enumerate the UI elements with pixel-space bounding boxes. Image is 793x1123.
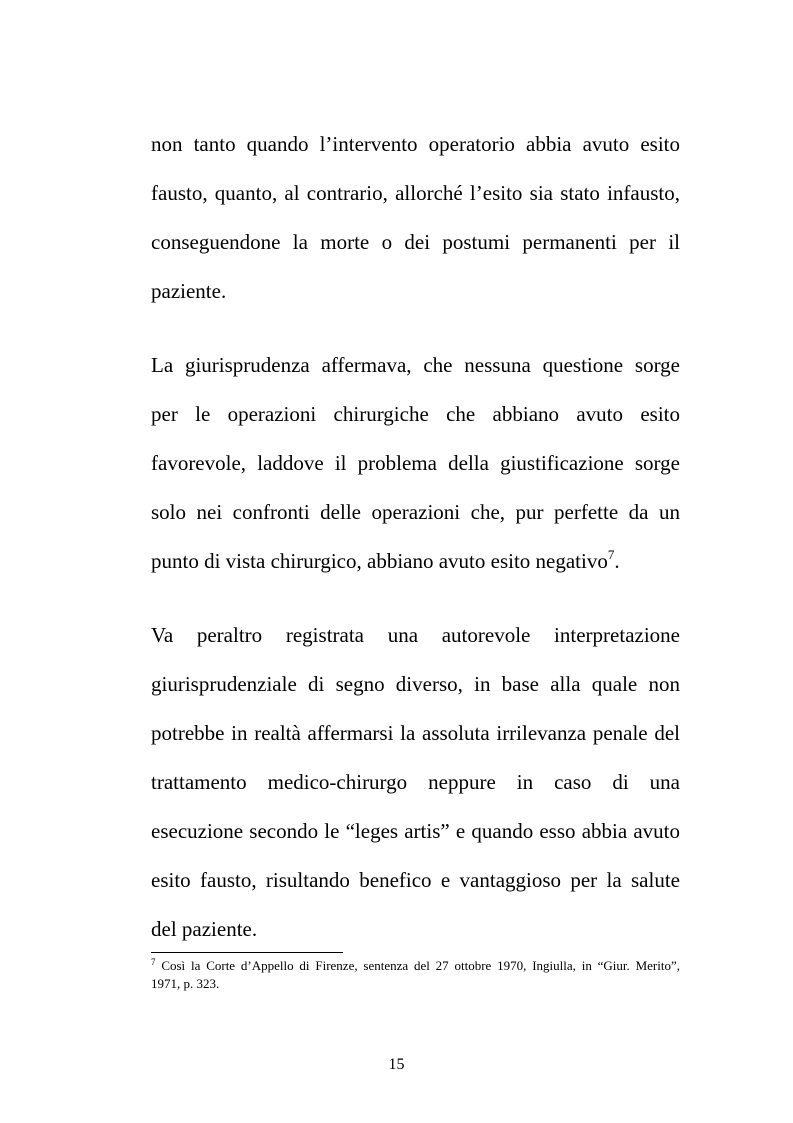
paragraph-2-line-1: La giurisprudenza affermava, che nessuna questione sorge [151, 353, 680, 377]
paragraph-1-line-1: non tanto quando l’intervento operatorio abbia avuto esito [151, 132, 680, 156]
paragraph-3 [151, 611, 680, 954]
paragraph-2-line-5 [151, 537, 680, 586]
paragraph-3-line-4: trattamento medico-chirurgo neppure in caso di una [151, 770, 680, 794]
paragraph-1 [151, 120, 680, 316]
paragraph-2-line-4: solo nei confronti delle operazioni che, pur perfette da un [151, 500, 680, 524]
paragraph-2-line-2: per le operazioni chirurgiche che abbiano avuto esito [151, 402, 680, 426]
footnote-reference[interactable]: 7 [607, 547, 615, 562]
paragraph-2-line-5-text: punto di vista chirurgico, abbiano avuto esito negativo [151, 549, 608, 573]
paragraph-3-line-7: del paziente. [151, 917, 258, 941]
footnote-line-2: 1971, p. 323. [151, 976, 220, 991]
footnote-separator [151, 952, 343, 953]
paragraph-2-end-punctuation: . [614, 549, 620, 573]
paragraph-1-line-2: fausto, quanto, al contrario, allorché l’esito sia stato infausto, [151, 181, 680, 205]
paragraph-3-line-1: Va peraltro registrata una autorevole interpretazione [151, 623, 680, 647]
paragraph-3-line-6: esito fausto, risultando benefico e vantaggioso per la salute [151, 868, 680, 892]
paragraph-2 [151, 341, 680, 586]
footnote-line-1 [151, 957, 680, 975]
paragraph-2-line-3: favorevole, laddove il problema della giustificazione sorge [151, 451, 680, 475]
footnote-number: 7 [151, 957, 156, 967]
paragraph-1-line-4: paziente. [151, 279, 227, 303]
footnote [151, 957, 680, 993]
paragraph-3-line-5: esecuzione secondo le “leges artis” e quando esso abbia avuto [151, 819, 680, 843]
footnote-line-1-text: Così la Corte d’Appello di Firenze, sentenza del 27 ottobre 1970, Ingiulla, in “Giur. Merito”, [161, 958, 681, 973]
paragraph-1-line-3: conseguendone la morte o dei postumi permanenti per il [151, 230, 680, 254]
page-number: 15 [388, 1056, 405, 1073]
paragraph-3-line-2: giurisprudenziale di segno diverso, in base alla quale non [151, 672, 680, 696]
paragraph-3-line-3: potrebbe in realtà affermarsi la assoluta irrilevanza penale del [151, 721, 680, 745]
